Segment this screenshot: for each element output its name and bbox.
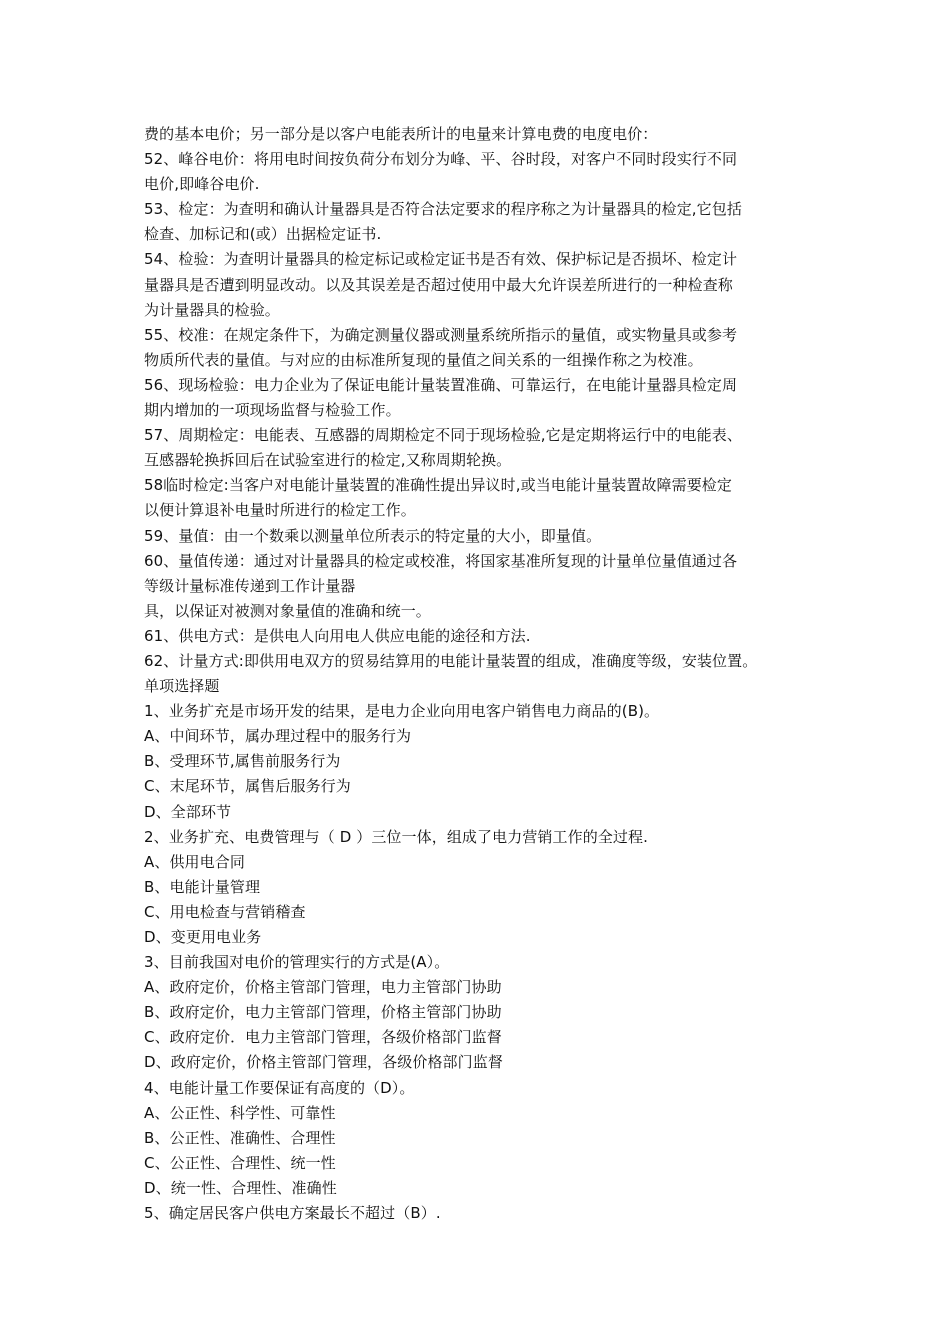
- text-line: 58临时检定:当客户对电能计量装置的准确性提出异议时,或当电能计量装置故障需要检定: [144, 476, 733, 495]
- option-line: C、用电检查与营销稽查: [144, 902, 306, 921]
- text-line: 60、量值传递：通过对计量器具的检定或校准，将国家基准所复现的计量单位量值通过各: [144, 551, 738, 570]
- option-line: C、公正性、合理性、统一性: [144, 1153, 336, 1172]
- text-line: 62、计量方式:即供用电双方的贸易结算用的电能计量装置的组成，准确度等级，安装位置。: [144, 651, 758, 670]
- section-heading: 单项选择题: [144, 677, 220, 696]
- text-line: 为计量器具的检验。: [144, 300, 280, 319]
- option-line: A、中间环节，属办理过程中的服务行为: [144, 727, 412, 746]
- option-line: D、全部环节: [144, 802, 232, 821]
- text-line: 互感器轮换拆回后在试验室进行的检定,又称周期轮换。: [144, 451, 512, 470]
- text-line: 费的基本电价；另一部分是以客户电能表所计的电量来计算电费的电度电价：: [144, 125, 658, 143]
- text-line: 57、周期检定：电能表、互感器的周期检定不同于现场检验,它是定期将运行中的电能表、: [144, 426, 742, 445]
- option-line: B、电能计量管理: [144, 877, 261, 896]
- option-line: B、政府定价，电力主管部门管理，价格主管部门协助: [144, 1003, 502, 1022]
- text-line: 期内增加的一项现场监督与检验工作。: [144, 401, 401, 420]
- text-line: 54、检验：为查明计量器具的检定标记或检定证书是否有效、保护标记是否损坏、检定计: [144, 250, 738, 269]
- text-line: 物质所代表的量值。与对应的由标准所复现的量值之间关系的一组操作称之为校准。: [144, 350, 703, 369]
- text-line: 52、峰谷电价：将用电时间按负荷分布划分为峰、平、谷时段，对客户不同时段实行不同: [144, 150, 738, 169]
- option-line: D、统一性、合理性、准确性: [144, 1178, 337, 1197]
- text-line: 53、检定：为查明和确认计量器具是否符合法定要求的程序称之为计量器具的检定,它包括: [144, 200, 742, 219]
- text-line: 59、量值：由一个数乘以测量单位所表示的特定量的大小，即量值。: [144, 526, 602, 545]
- text-line: 具，以保证对被测对象量值的准确和统一。: [144, 601, 431, 620]
- option-line: D、政府定价，价格主管部门管理，各级价格部门监督: [144, 1053, 503, 1072]
- question-1: 1、业务扩充是市场开发的结果，是电力企业向用电客户销售电力商品的(B)。: [144, 702, 660, 721]
- option-line: A、政府定价，价格主管部门管理，电力主管部门协助: [144, 978, 502, 997]
- text-line: 电价,即峰谷电价.: [144, 175, 260, 194]
- question-3: 3、目前我国对电价的管理实行的方式是(A）。: [144, 953, 450, 972]
- document-body: [144, 122, 824, 1226]
- text-line: 检查、加标记和(或）出据检定证书.: [144, 225, 382, 244]
- text-line: 56、现场检验：电力企业为了保证电能计量装置准确、可靠运行，在电能计量器具检定周: [144, 375, 738, 394]
- option-line: B、受理环节,属售前服务行为: [144, 752, 341, 771]
- text-line: 量器具是否遭到明显改动。以及其误差是否超过使用中最大允许误差所进行的一种检查称: [144, 275, 733, 294]
- option-line: C、政府定价．电力主管部门管理，各级价格部门监督: [144, 1028, 502, 1047]
- text-line: 以便计算退补电量时所进行的检定工作。: [144, 501, 416, 520]
- text-line: 55、校准：在规定条件下，为确定测量仪器或测量系统所指示的量值，或实物量具或参考: [144, 325, 738, 344]
- option-line: D、变更用电业务: [144, 928, 262, 946]
- option-line: A、供用电合同: [144, 852, 245, 871]
- question-4: 4、电能计量工作要保证有高度的（D）。: [144, 1078, 415, 1097]
- text-line: 等级计量标准传递到工作计量器: [144, 576, 356, 595]
- option-line: C、末尾环节，属售后服务行为: [144, 777, 351, 796]
- option-line: A、公正性、科学性、可靠性: [144, 1103, 336, 1122]
- option-line: B、公正性、准确性、合理性: [144, 1128, 336, 1147]
- question-5: 5、确定居民客户供电方案最长不超过（B）.: [144, 1204, 441, 1223]
- question-2: 2、业务扩充、电费管理与（ D ）三位一体，组成了电力营销工作的全过程.: [144, 827, 649, 846]
- text-line: 61、供电方式：是供电人向用电人供应电能的途径和方法.: [144, 626, 531, 645]
